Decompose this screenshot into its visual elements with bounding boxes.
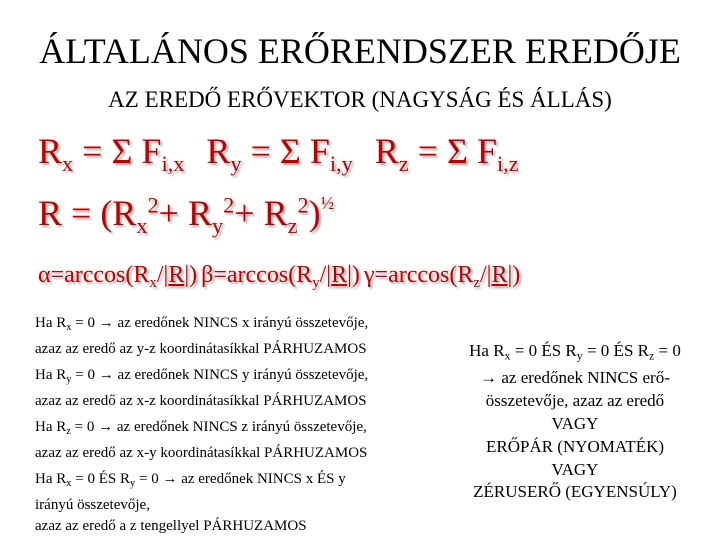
component-equations [38, 130, 519, 177]
right-note: Ha $R_x = 0$ ÉS $R_y = 0$ ÉS $R_z = 0$ → az eredőnek NINCS erő- összetevője, azaz az eredő VAGY ERŐPÁR (NYOMATÉK) VAGY ZÉRUSERŐ (EGYENSÚLY) [469, 341, 681, 502]
note-rx-zero: Ha $R_x = 0$ → az eredőnek NINCS x irányú összetevője, azaz az eredő az y-z koordinátasíkkal PÁRHUZAMOS [35, 315, 369, 357]
magnitude-equation: $R = (R_x^2+ R_y^2+ R_z^2)^{\frac{1}{2}}$ [38, 192, 335, 238]
left-notes [35, 313, 368, 536]
note-rx-ry-zero: Ha $R_x = 0$ ÉS $R_y = 0$ → az eredőnek NINCS x ÉS y irányú összetevője, azaz az eredő a z tengellyel PÁRHUZAMOS [35, 471, 346, 534]
rz-equation: $R_z = \Sigma$ $F_{i,z}$ [374, 131, 519, 176]
page-title: ÁLTALÁNOS ERŐRENDSZER EREDŐJE [39, 31, 681, 71]
note-ry-zero: Ha $R_y = 0$ → az eredőnek NINCS y irányú összetevője, azaz az eredő az x-z koordinátasíkkal PÁRHUZAMOS [35, 367, 369, 409]
ry-equation: $R_y = \Sigma$ $F_{i,y}$ [206, 131, 353, 176]
note-rz-zero: Ha $R_z = 0$ → az eredőnek NINCS z irányú összetevője, azaz az eredő az x-y koordinátasíkkal PÁRHUZAMOS [35, 419, 368, 461]
beta-angle: $\beta=\arccos(R_y/|R|)$ [201, 262, 360, 292]
gamma-angle: $\gamma=\arccos(R_z/|R|)$ [363, 262, 521, 292]
rx-equation: $R_x = \Sigma$ $F_{i,x}$ [38, 131, 185, 176]
direction-angles [38, 262, 520, 292]
alpha-angle: $\alpha=\arccos(R_x/|R|)$ [38, 262, 198, 292]
page-subtitle: AZ EREDŐ ERŐVEKTOR (NAGYSÁG ÉS ÁLLÁS) [108, 87, 612, 112]
